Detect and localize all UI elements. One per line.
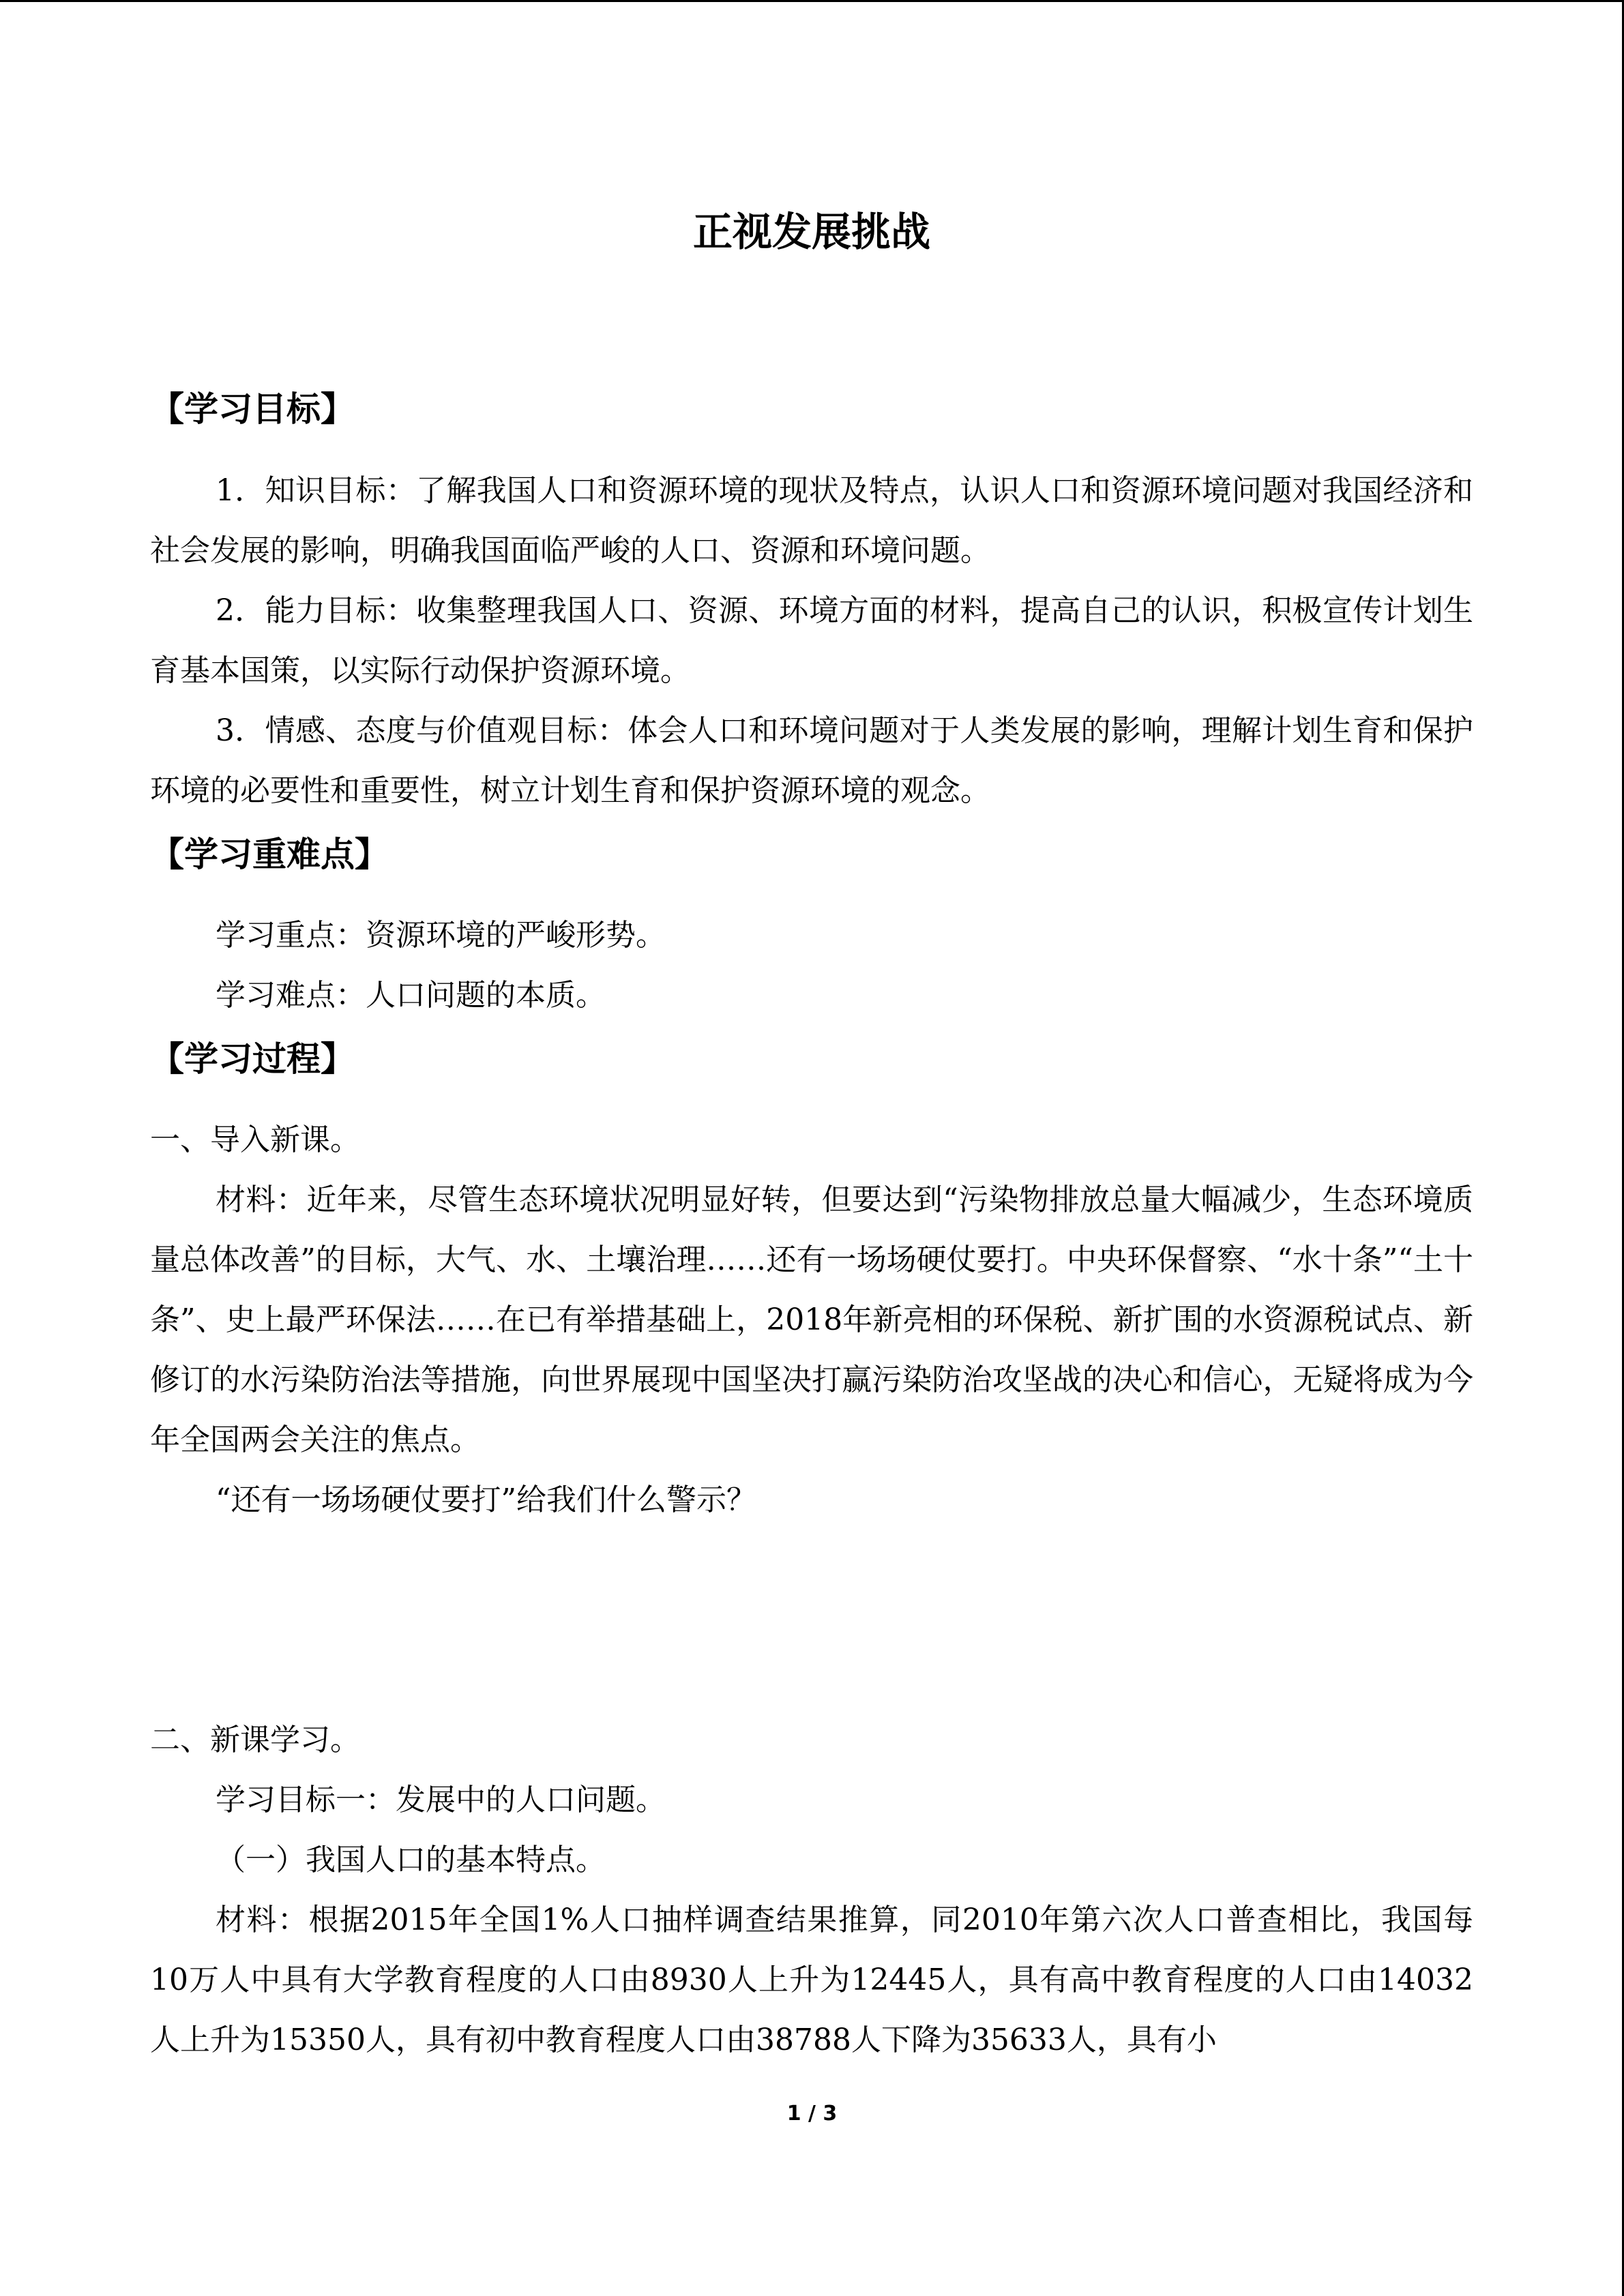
intro-question: “还有一场场硬仗要打”给我们什么警示？ [216, 1482, 756, 1517]
new-lesson-heading: 二、新课学习。 [150, 1723, 360, 1757]
objective-attitude: 3．情感、态度与价值观目标：体会人口和环境问题对于人类发展的影响，理解计划生育和保护环境的必要性和重要性，树立计划生育和保护资源环境的观念。 [150, 713, 1473, 808]
intro-material: 材料：近年来，尽管生态环境状况明显好转，但要达到“污染物排放总量大幅减少，生态环境质量总体改善”的目标，大气、水、土壤治理……还有一场场硬仗要打。中央环保督察、“水十条”“土十条”、史上最严环保法……在已有举措基础上，2018年新亮相的环保税、新扩围的水资源税试点、新修订的水污染防治法等措施，向世界展现中国坚决打赢污染防治攻坚战的决心和信心，无疑将成为今年全国两会关注的焦点。 [150, 1182, 1473, 1457]
section-heading-objectives: 【学习目标】 [150, 389, 355, 429]
key-point-focus: 学习重点：资源环境的严峻形势。 [216, 918, 666, 953]
learning-goal-one: 学习目标一：发展中的人口问题。 [216, 1783, 666, 1817]
objective-knowledge: 1．知识目标：了解我国人口和资源环境的现状及特点，认识人口和资源环境问题对我国经济和社会发展的影响，明确我国面临严峻的人口、资源和环境问题。 [150, 473, 1473, 568]
key-point-difficulty: 学习难点：人口问题的本质。 [216, 978, 606, 1013]
section-heading-process: 【学习过程】 [150, 1039, 355, 1079]
page-title: 正视发展挑战 [692, 209, 930, 255]
page-border-top [0, 0, 1624, 2]
objective-ability: 2．能力目标：收集整理我国人口、资源、环境方面的材料，提高自己的认识，积极宣传计划生育基本国策，以实际行动保护资源环境。 [150, 593, 1473, 688]
population-material: 材料：根据2015年全国1%人口抽样调查结果推算，同2010年第六次人口普查相比，我国每10万人中具有大学教育程度的人口由8930人上升为12445人，具有高中教育程度的人口由14032人上升为15350人，具有初中教育程度人口由38788人下降为35633人，具有小 [150, 1903, 1473, 2057]
page-number: 1 / 3 [786, 2102, 838, 2126]
section-heading-key-points: 【学习重难点】 [150, 835, 389, 874]
subsection-population-features: （一）我国人口的基本特点。 [216, 1843, 606, 1877]
intro-heading: 一、导入新课。 [150, 1122, 360, 1157]
